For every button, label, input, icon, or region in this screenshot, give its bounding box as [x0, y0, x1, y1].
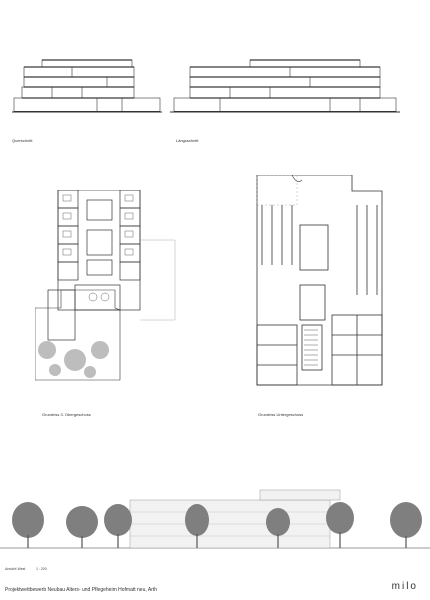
basement-caption: Grundriss Untergeschoss [258, 412, 304, 417]
elevation-scale: 1 : 200 [36, 567, 47, 571]
milo-logo: milo [391, 581, 418, 592]
long-section-caption: Längsschnitt [176, 138, 199, 143]
cross-section-drawing [12, 40, 162, 120]
upper-floor-caption: Grundriss 3. Obergeschoss [42, 412, 91, 417]
stair-icon [304, 330, 318, 365]
elevation-label: Ansicht West [5, 567, 26, 571]
upper-floor-plan [35, 190, 185, 405]
cross-section-caption: Querschnitt [12, 138, 33, 143]
long-section-drawing [170, 40, 400, 120]
basement-plan [252, 175, 402, 400]
footer-title: Projektwettbewerb Neubau Alters- und Pflegeheim Hofmatt neu, Arth [5, 587, 158, 593]
west-elevation [0, 480, 430, 560]
